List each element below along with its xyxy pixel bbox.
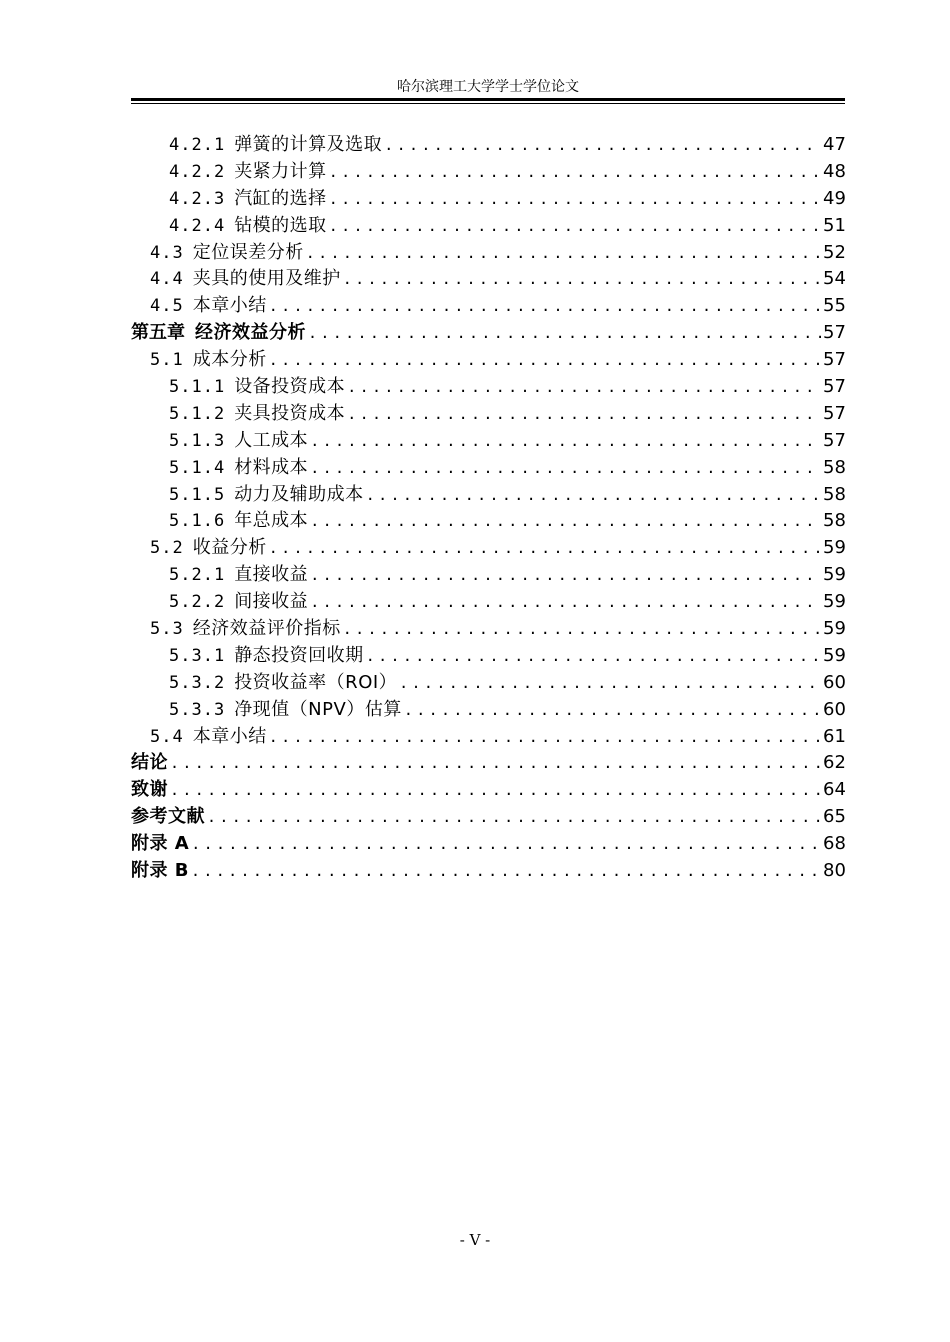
toc-entry-number: 4.4 [150,269,184,290]
toc-entry-title: 夹紧力计算 [234,160,327,182]
toc-entry-title: 弹簧的计算及选取 [234,134,383,155]
toc-entry-number: 4.2.4 [169,215,226,236]
toc-entry-page: 54 [823,268,846,290]
toc-entry-page: 52 [823,241,846,263]
toc-dot-leader [170,750,821,777]
table-of-contents [131,132,845,885]
toc-entry-page: 58 [823,456,846,478]
page-number-footer: - V - [459,1231,491,1249]
toc-dot-leader [310,428,821,455]
toc-dot-leader [308,320,821,347]
toc-dot-leader [207,804,821,831]
toc-entry[interactable] [131,697,845,724]
toc-entry-number: 5.2.1 [169,565,226,586]
toc-entry-page: 80 [823,860,846,882]
toc-entry[interactable] [131,482,845,509]
toc-entry-number: 5.1.6 [169,511,226,532]
toc-dot-leader [347,401,821,428]
toc-dot-leader [269,347,821,374]
toc-entry-number: 5.3.2 [169,672,226,693]
page-header-title: 哈尔滨理工大学学士学位论文 [397,79,579,95]
toc-entry[interactable] [131,858,845,885]
toc-entry[interactable] [131,455,845,482]
toc-entry-title: 致谢 [131,779,168,801]
toc-entry[interactable] [131,831,845,858]
header-rule-thin [131,103,845,104]
toc-entry-number: 4.2.1 [169,135,226,155]
toc-dot-leader [366,643,821,670]
header-rule-thick [131,98,845,101]
toc-entry[interactable] [131,213,845,240]
toc-entry-page: 49 [823,187,846,209]
toc-dot-leader [343,616,821,643]
toc-entry[interactable] [131,750,845,777]
toc-entry-page: 62 [823,752,846,774]
toc-entry-title: 定位误差分析 [192,241,304,263]
toc-entry[interactable] [131,804,845,831]
toc-entry[interactable] [131,159,845,186]
toc-entry-page: 61 [823,725,846,747]
toc-dot-leader [310,562,821,589]
toc-entry-title: 汽缸的选择 [234,187,327,209]
toc-entry-number: 5.1.5 [169,484,226,505]
toc-entry-title: 夹具的使用及维护 [192,268,341,290]
toc-entry-title: 静态投资回收期 [234,644,364,666]
toc-dot-leader [269,535,821,562]
toc-entry[interactable] [131,777,845,804]
toc-entry-number: 4.2.2 [169,161,226,182]
toc-entry-title: 钻模的选取 [234,214,327,236]
toc-entry-page: 59 [823,564,846,586]
toc-dot-leader [329,186,821,213]
toc-entry-page: 58 [823,483,846,505]
toc-entry-page: 65 [823,806,846,828]
toc-entry-title: 本章小结 [192,725,267,747]
toc-entry-title: 设备投资成本 [234,376,346,398]
toc-entry-number: 5.1.2 [169,403,226,424]
toc-entry[interactable] [131,508,845,535]
toc-entry[interactable] [131,616,845,643]
toc-dot-leader [310,455,821,482]
toc-entry[interactable] [131,535,845,562]
toc-dot-leader [384,132,821,159]
toc-dot-leader [306,240,821,267]
toc-entry-number: 5.2.2 [169,592,226,613]
toc-entry-number: 4.5 [150,296,184,317]
toc-entry[interactable] [131,401,845,428]
toc-dot-leader [269,724,821,751]
toc-entry-number: 5.4 [150,726,184,747]
toc-entry[interactable] [131,670,845,697]
toc-entry-title: 收益分析 [192,537,267,559]
toc-entry[interactable] [131,293,845,320]
toc-entry-number: 5.1.1 [169,377,226,398]
toc-entry-page: 68 [823,833,846,855]
toc-entry-page: 55 [823,295,846,317]
toc-entry-title: 人工成本 [234,429,309,451]
toc-dot-leader [191,858,821,885]
toc-entry-number: 第五章 [131,322,185,344]
toc-dot-leader [310,508,821,535]
toc-entry-page: 60 [823,671,846,693]
toc-entry-page: 51 [823,214,846,236]
toc-entry-number: 5.1.4 [169,457,226,478]
toc-entry[interactable] [131,643,845,670]
toc-entry-title: 年总成本 [234,510,309,532]
toc-dot-leader [170,777,821,804]
toc-dot-leader [329,213,821,240]
toc-entry-page: 59 [823,537,846,559]
toc-entry[interactable] [131,428,845,455]
toc-entry[interactable] [131,320,845,347]
toc-entry-title: 材料成本 [234,456,309,478]
toc-entry-title: 净现值（NPV）估算 [234,698,402,720]
toc-dot-leader [404,697,821,724]
toc-entry-number: 5.3.1 [169,645,226,666]
toc-dot-leader [269,293,821,320]
toc-entry-title: 成本分析 [192,349,267,371]
toc-entry-title: 附录 B [131,860,189,882]
toc-entry-page: 59 [823,618,846,640]
toc-dot-leader [347,374,821,401]
toc-entry-number: 4.3 [150,242,184,263]
toc-entry-number: 5.3 [150,619,184,640]
toc-entry[interactable] [131,132,845,159]
toc-entry-title: 经济效益分析 [195,322,306,344]
toc-entry-page: 60 [823,698,846,720]
toc-dot-leader [191,831,821,858]
toc-entry[interactable] [131,724,845,751]
toc-entry[interactable] [131,240,845,267]
toc-entry-number: 5.1 [150,350,184,371]
toc-entry-number: 5.3.3 [169,699,226,720]
toc-entry-page: 57 [823,322,846,344]
toc-dot-leader [343,266,821,293]
toc-entry[interactable] [131,347,845,374]
toc-entry-page: 59 [823,591,846,613]
toc-dot-leader [310,589,821,616]
toc-entry-title: 经济效益评价指标 [192,618,341,640]
toc-entry-title: 夹具投资成本 [234,402,346,424]
toc-entry-page: 47 [823,134,846,155]
toc-entry-title: 参考文献 [131,806,205,828]
toc-entry-page: 48 [823,160,846,182]
toc-entry-page: 57 [823,349,846,371]
toc-entry-page: 57 [823,402,846,424]
toc-entry-number: 4.2.3 [169,188,226,209]
toc-entry-number: 5.1.3 [169,430,226,451]
toc-entry[interactable] [131,562,845,589]
toc-entry[interactable] [131,374,845,401]
toc-entry[interactable] [131,266,845,293]
toc-entry-page: 58 [823,510,846,532]
toc-entry-title: 直接收益 [234,564,309,586]
toc-dot-leader [329,159,821,186]
toc-entry-page: 57 [823,429,846,451]
toc-entry-title: 投资收益率（ROI） [234,671,398,693]
toc-dot-leader [366,482,821,509]
toc-entry-title: 间接收益 [234,591,309,613]
toc-entry-page: 64 [823,779,846,801]
toc-entry[interactable] [131,589,845,616]
toc-entry[interactable] [131,186,845,213]
toc-entry-page: 57 [823,376,846,398]
toc-entry-page: 59 [823,644,846,666]
toc-entry-title: 动力及辅助成本 [234,483,364,505]
toc-entry-title: 结论 [131,752,168,774]
toc-entry-number: 5.2 [150,538,184,559]
toc-entry-title: 本章小结 [192,295,267,317]
toc-entry-title: 附录 A [131,833,190,855]
toc-dot-leader [399,670,821,697]
